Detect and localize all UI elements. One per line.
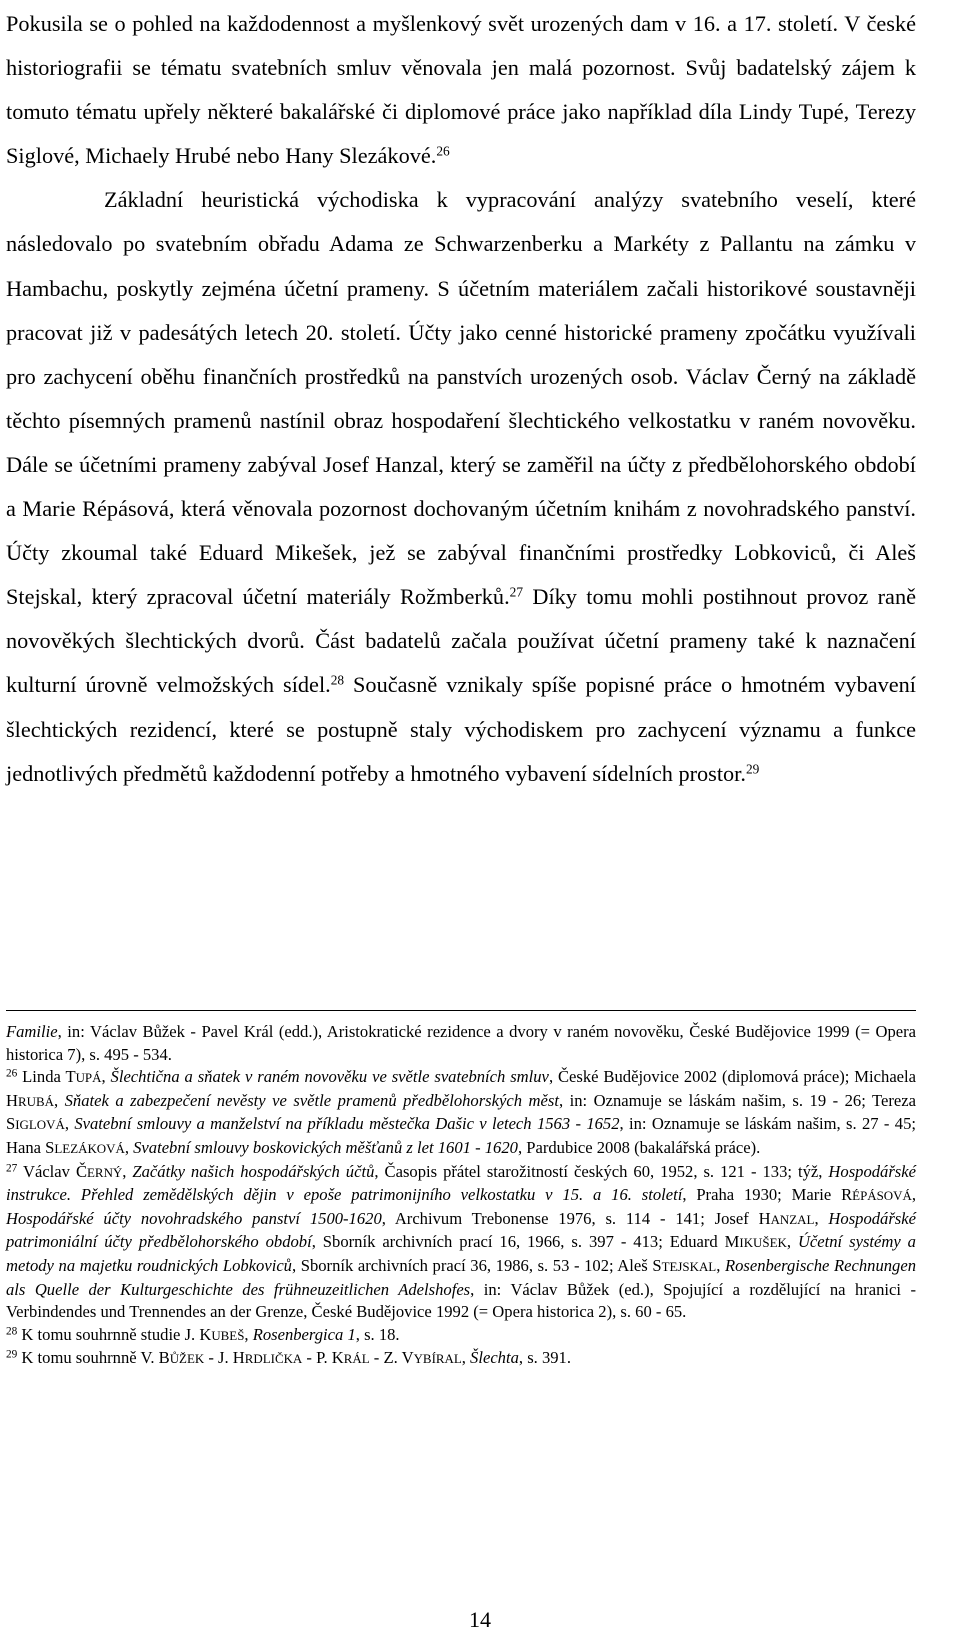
italic-text: Hospodářské instrukce. Přehled zemědělských dějin v epoše patrimonijního velkostatku v 15. a 16. století: [6, 1161, 916, 1205]
text-run: , in: Václav Bůžek - Pavel Král (edd.), Aristokratické rezidence a dvory v raném novověku, České Budějovice 1999 (= Opera historica 7), s. 495 - 534.: [6, 1022, 916, 1064]
text-run: - Z. V: [369, 1348, 414, 1368]
text-run: Díky tomu mohli postihnout provoz raně novověkých šlechtických dvorů. Část badatelů začala používat účetní prameny také k naznačení kulturní úrovně velmožských sídel.: [6, 584, 916, 698]
footnote: [6, 1161, 916, 1324]
text-run: Linda T: [17, 1067, 76, 1087]
text-run: ,: [786, 1232, 798, 1252]
small-caps-text: ANZAL: [770, 1211, 815, 1227]
text-run: ,: [122, 1161, 133, 1181]
page-number: 14: [469, 1607, 491, 1632]
footnote-separator: [6, 1010, 916, 1011]
text-run: , Praha 1930; Marie R: [682, 1185, 853, 1205]
italic-text: Šlechta: [470, 1348, 519, 1368]
text-run: - P. K: [302, 1348, 344, 1368]
text-run: Pokusila se o pohled na každodennost a myšlenkový svět urozených dam v 16. a 17. století. V české historiografii se tématu svatebních smluv věnovala jen malá pozornost. Svůj badatelský zájem k tomuto tématu upřely některé bakalářské či diplomové práce jako například díla Lindy Tupé, Terezy Siglové, Michaely Hrubé nebo Hany Slezákové.: [6, 11, 916, 169]
small-caps-text: IKUŠEK: [739, 1235, 787, 1251]
small-caps-text: TEJSKAL: [661, 1258, 717, 1274]
footnote: [6, 1021, 916, 1066]
text-run: , České Budějovice 2002 (diplomová práce); Michaela H: [6, 1067, 917, 1110]
text-run: ,: [64, 1114, 75, 1134]
footnote: [6, 1347, 916, 1371]
footnote-ref: 27: [6, 1161, 18, 1174]
footnote-ref: 29: [6, 1348, 18, 1361]
italic-text: Hospodářské účty novohradského panství 1500-1620: [6, 1208, 382, 1228]
text-run: - J. H: [204, 1348, 245, 1368]
italic-text: Rosenbergica 1: [252, 1324, 356, 1344]
small-caps-text: YBÍRAL: [413, 1351, 462, 1367]
text-run: ,: [911, 1185, 916, 1205]
text-run: ,: [461, 1348, 471, 1368]
italic-text: Sňatek a zabezpečení nevěsty ve světle pramenů předbělohorských měst: [64, 1090, 559, 1110]
small-caps-text: ERNÝ: [87, 1164, 123, 1180]
italic-text: Šlechtična a sňatek v raném novověku ve světle svatebních smluv: [110, 1067, 549, 1087]
small-caps-text: UBEŠ: [211, 1327, 245, 1343]
text-run: Václav Č: [17, 1161, 88, 1181]
text-run: ,: [53, 1090, 65, 1110]
footnote-ref: 28: [330, 673, 345, 689]
small-caps-text: IGLOVÁ: [15, 1117, 65, 1133]
footnote-ref: 29: [745, 761, 760, 777]
footnote-ref: 26: [6, 1067, 18, 1080]
text-run: Základní heuristická východiska k vypracování analýzy svatebního veselí, které následovalo po svatebním obřadu Adama ze Schwarzenberku a Markéty z Pallantu na zámku v Hambachu, poskytly zejména účetní prameny. S účetním materiálem začali historikové soustavněji pracovat již v padesátých letech 20. století. Účty jako cenné historické prameny zpočátku využívali pro zachycení oběhu finančních prostředků na panstvích urozených osob. Václav Černý na základě těchto písemných pramenů nastínil obraz hospodaření šlechtického velkostatku v raném novověku. Dále se účetními prameny zabýval Josef Hanzal, který se zaměřil na účty z předbělohorského období a Marie Répásová, která věnovala pozornost dochovaným účetním knihám z novohradského panství. Účty zkoumal také Eduard Mikešek, jež se zabýval finančními prostředky Lobkoviců, či Aleš Stejskal, který zpracoval účetní materiály Rožmberků.: [6, 187, 916, 610]
footnotes: [6, 1021, 916, 1371]
text-run: , Sborník archivních prací 16, 1966, s. 397 - 413; Eduard M: [311, 1232, 740, 1252]
footnote-ref: 27: [509, 584, 524, 600]
text-run: , Archivum Trebonense 1976, s. 114 - 141; Josef H: [381, 1208, 771, 1228]
small-caps-text: UPÁ: [75, 1070, 102, 1086]
italic-text: Účetní systémy a metody na majetku roudnických Lobkoviců: [6, 1232, 916, 1275]
paragraph: [6, 178, 916, 795]
small-caps-text: ŮŽEK: [169, 1351, 205, 1367]
footnote: [6, 1324, 916, 1348]
small-caps-text: RDLIČKA: [244, 1351, 303, 1367]
footnote: [6, 1066, 916, 1160]
footnote-ref: 28: [6, 1325, 18, 1338]
text-run: , s. 391.: [518, 1348, 571, 1368]
main-text: [6, 2, 916, 796]
italic-text: Svatební smlouvy a manželství na příkladu městečka Dašic v letech 1563 - 1652: [74, 1114, 620, 1134]
text-run: , in: Václav Bůžek (ed.), Spojující a rozdělující na hranici - Verbindendes und Trennendes an der Grenze, České Budějovice 1992 (= Opera historica 2), s. 60 - 65.: [6, 1279, 917, 1322]
italic-text: Hospodářské patrimoniální účty předbělohorského období: [6, 1208, 916, 1252]
text-run: ,: [244, 1324, 253, 1344]
text-run: , in: Oznamuje se láskám našim, s. 27 - 45; Hana S: [6, 1114, 917, 1157]
text-run: K tomu souhrnně studie J. K: [17, 1324, 212, 1344]
text-run: K tomu souhrnně V. B: [17, 1348, 170, 1368]
italic-text: Svatební smlouvy boskovických měšťanů z let 1601 - 1620: [133, 1137, 518, 1157]
text-run: ,: [716, 1255, 725, 1275]
text-run: Současně vznikaly spíše popisné práce o hmotném vybavení šlechtických rezidencí, které se postupně staly východiskem pro zachycení významu a funkce jednotlivých předmětů každodenní potřeby a hmotného vybavení sídelních prostor.: [6, 672, 917, 786]
text-run: , in: Oznamuje se láskám našim, s. 19 - 26; Tereza S: [6, 1090, 917, 1134]
paragraph: [6, 2, 916, 178]
text-run: , Sborník archivních prací 36, 1986, s. 53 - 102; Aleš S: [291, 1255, 662, 1275]
small-caps-text: ÉPÁSOVÁ: [852, 1188, 912, 1204]
text-run: , Časopis přátel starožitností českých 60, 1952, s. 121 - 133; týž,: [374, 1161, 829, 1181]
italic-text: Familie: [6, 1022, 58, 1041]
text-run: ,: [101, 1067, 111, 1087]
text-run: ,: [814, 1208, 829, 1228]
text-run: , s. 18.: [355, 1324, 400, 1344]
italic-text: Rosenbergische Rechnungen als Quelle der Kulturgeschichte des frühneuzeitlichen Adelshofes: [6, 1255, 917, 1299]
small-caps-text: RÁL: [343, 1351, 370, 1367]
footnote-ref: 26: [436, 143, 450, 159]
italic-text: Začátky našich hospodářských účtů: [132, 1161, 375, 1181]
text-run: , Pardubice 2008 (bakalářská práce).: [517, 1137, 761, 1157]
small-caps-text: RUBÁ: [17, 1093, 54, 1109]
small-caps-text: LEZÁKOVÁ: [54, 1140, 125, 1156]
text-run: ,: [124, 1137, 134, 1157]
